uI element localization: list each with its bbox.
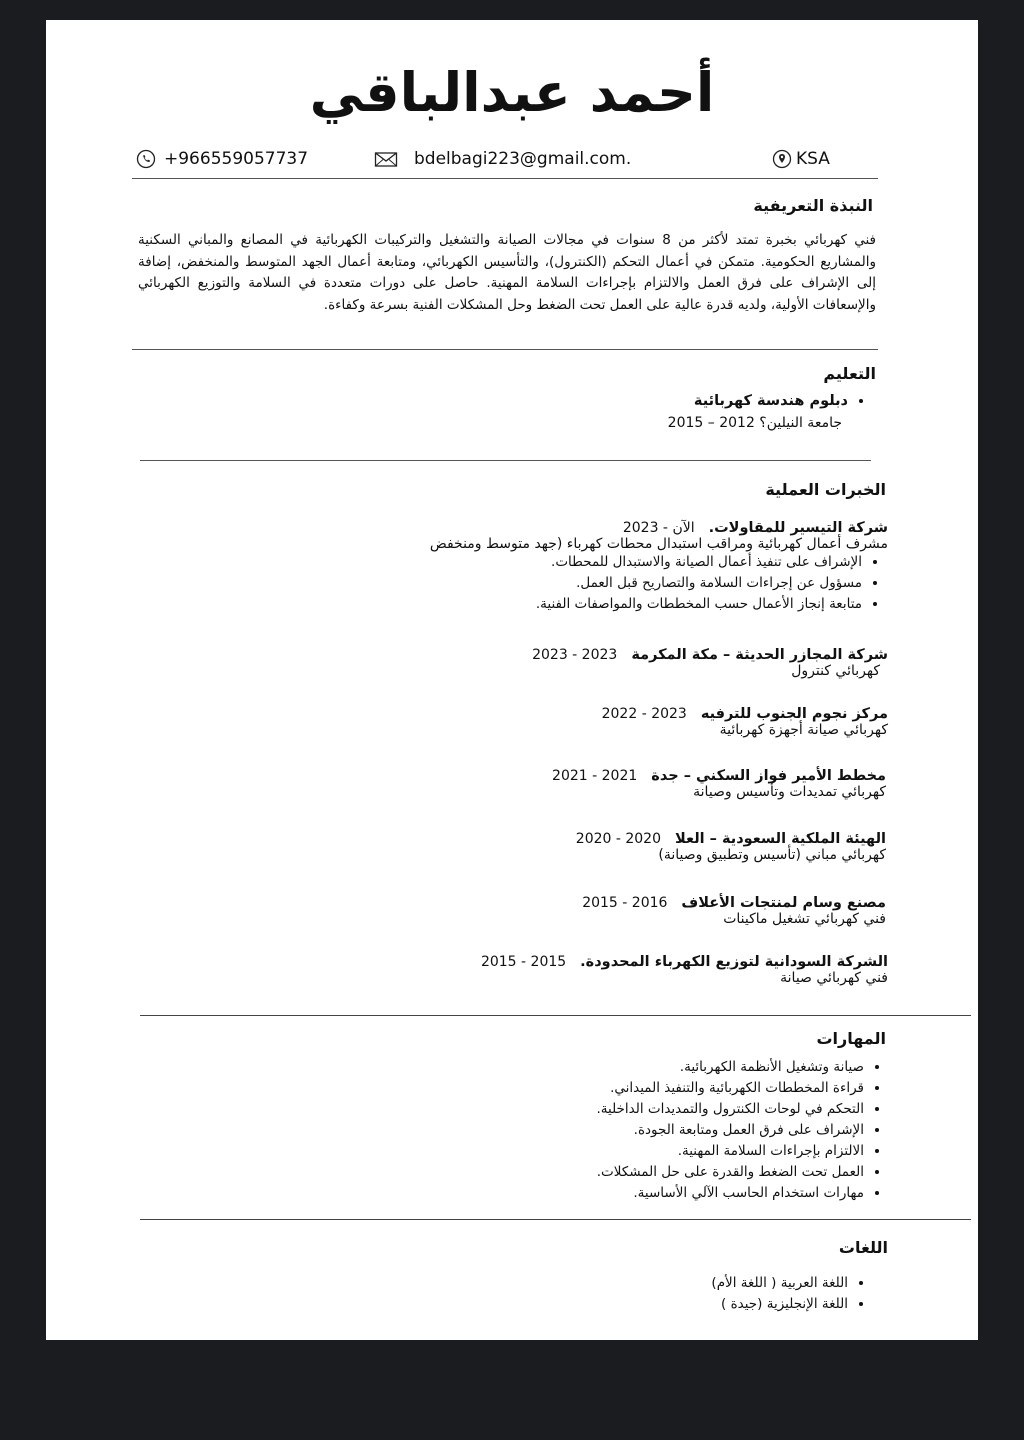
job-role: مشرف أعمال كهربائية ومراقب استبدال محطات كهرباء (جهد متوسط ومنخفض (429, 536, 888, 552)
list-item: • التحكم في لوحات الكنترول والتمديدات الداخلية. (386, 1099, 864, 1120)
job-company: مخطط الأمير فواز السكني – جدة (651, 768, 886, 784)
list-item: • متابعة إنجاز الأعمال حسب المخططات والمواصفات الفنية. (248, 594, 862, 615)
job-company: الهيئة الملكية السعودية – العلا (675, 831, 886, 847)
job-company: مركز نجوم الجنوب للترفيه (700, 706, 888, 722)
phone-number: +966559057737 (164, 149, 309, 169)
phone-contact (136, 148, 308, 170)
phone-icon (136, 149, 156, 169)
email-address: bdelbagi223@gmail.com. (414, 149, 632, 169)
envelope-icon (374, 149, 398, 169)
summary-heading: النبذة التعريفية (753, 196, 873, 215)
job-dates: 2015 - 2015 (480, 954, 567, 970)
list-item: • الإشراف على فرق العمل ومتابعة الجودة. (386, 1120, 864, 1141)
list-item: • العمل تحت الضغط والقدرة على حل المشكلات. (386, 1162, 864, 1183)
languages-list (468, 1273, 868, 1315)
job-role: كهربائي تمديدات وتأسيس وصيانة (693, 784, 886, 800)
education-institution: جامعة النيلين؟ 2012 – 2015 (667, 415, 842, 431)
list-item: • الإشراف على تنفيذ أعمال الصيانة والاستبدال للمحطات. (248, 552, 862, 573)
job-entry (388, 647, 888, 679)
list-item: • اللغة الإنجليزية (جيدة ) (468, 1294, 848, 1315)
location-pin-icon (772, 149, 792, 169)
education-heading: التعليم (823, 364, 876, 383)
list-item: • مسؤول عن إجراءات السلامة والتصاريح قبل العمل. (248, 573, 862, 594)
list-item: • اللغة العربية ( اللغة الأم) (468, 1273, 848, 1294)
job-dates: 2023 - الآن (622, 520, 695, 536)
job-role: كهربائي كنترول (791, 663, 880, 679)
job-entry (386, 768, 886, 800)
job-entry (388, 954, 888, 986)
job-dates: 2020 - 2020 (575, 831, 661, 847)
job-entry (386, 831, 886, 863)
job-dates: 2015 - 2016 (582, 895, 668, 911)
skills-list (386, 1057, 886, 1204)
job-dates: 2021 - 2021 (552, 768, 638, 784)
education-degree: • دبلوم هندسة كهربائية (466, 390, 848, 412)
list-item: • صيانة وتشغيل الأنظمة الكهربائية. (386, 1057, 864, 1078)
experience-heading: الخبرات العملية (765, 480, 886, 499)
location-text: KSA (796, 149, 830, 169)
list-item: • مهارات استخدام الحاسب الآلي الأساسية. (386, 1183, 864, 1204)
summary-text: فني كهربائي بخبرة تمتد لأكثر من 8 سنوات في مجالات الصيانة والتشغيل والتركيبات الكهربائية في المصانع والمباني السكنية والمشاريع الحكومية. متمكن في أعمال التحكم (الكنترول)، والتأسيس الكهربائي، ومتابعة أعمال الجهد المتوسط والمنخفض، إضافة إلى الإشراف على فرق العمل والالتزام بإجراءات السلامة المهنية. حاصل على دورات متعددة في السلامة والتوزيع الكهربائي والإسعافات الأولية، ولديه قدرة عالية على العمل تحت الضغط وحل المشكلات الفنية بسرعة وكفاءة. (138, 232, 877, 313)
job-dates: 2022 - 2023 (601, 706, 687, 722)
job-company: مصنع وسام لمنتجات الأعلاف (681, 895, 886, 911)
location-contact (772, 148, 830, 170)
job-company: شركة المجازر الحديثة – مكة المكرمة (631, 647, 888, 663)
job-entry (386, 895, 886, 927)
job-role: كهربائي مباني (تأسيس وتطبيق وصيانة) (658, 847, 886, 863)
job-company: الشركة السودانية لتوزيع الكهرباء المحدودة. (580, 954, 888, 970)
list-item: • قراءة المخططات الكهربائية والتنفيذ الميداني. (386, 1078, 864, 1099)
resume-page (46, 20, 978, 1340)
divider (140, 460, 871, 461)
divider (140, 1219, 971, 1220)
job-entry (388, 706, 888, 738)
job-role: فني كهربائي تشغيل ماكينات (723, 911, 886, 927)
list-item: • الالتزام بإجراءات السلامة المهنية. (386, 1141, 864, 1162)
job-duties (248, 552, 888, 615)
job-entry (248, 520, 888, 615)
education-entry (466, 390, 866, 434)
job-company: شركة التيسير للمقاولات. (708, 520, 888, 536)
candidate-name: أحمد عبدالباقي (309, 61, 715, 124)
skills-heading: المهارات (816, 1029, 886, 1048)
job-dates: 2023 - 2023 (532, 647, 618, 663)
divider (132, 349, 878, 350)
email-contact (374, 148, 631, 170)
job-role: كهربائي صيانة أجهزة كهربائية (719, 722, 888, 738)
divider (132, 178, 878, 179)
languages-heading: اللغات (838, 1238, 888, 1257)
divider (140, 1015, 971, 1016)
job-role: فني كهربائي صيانة (780, 970, 888, 986)
